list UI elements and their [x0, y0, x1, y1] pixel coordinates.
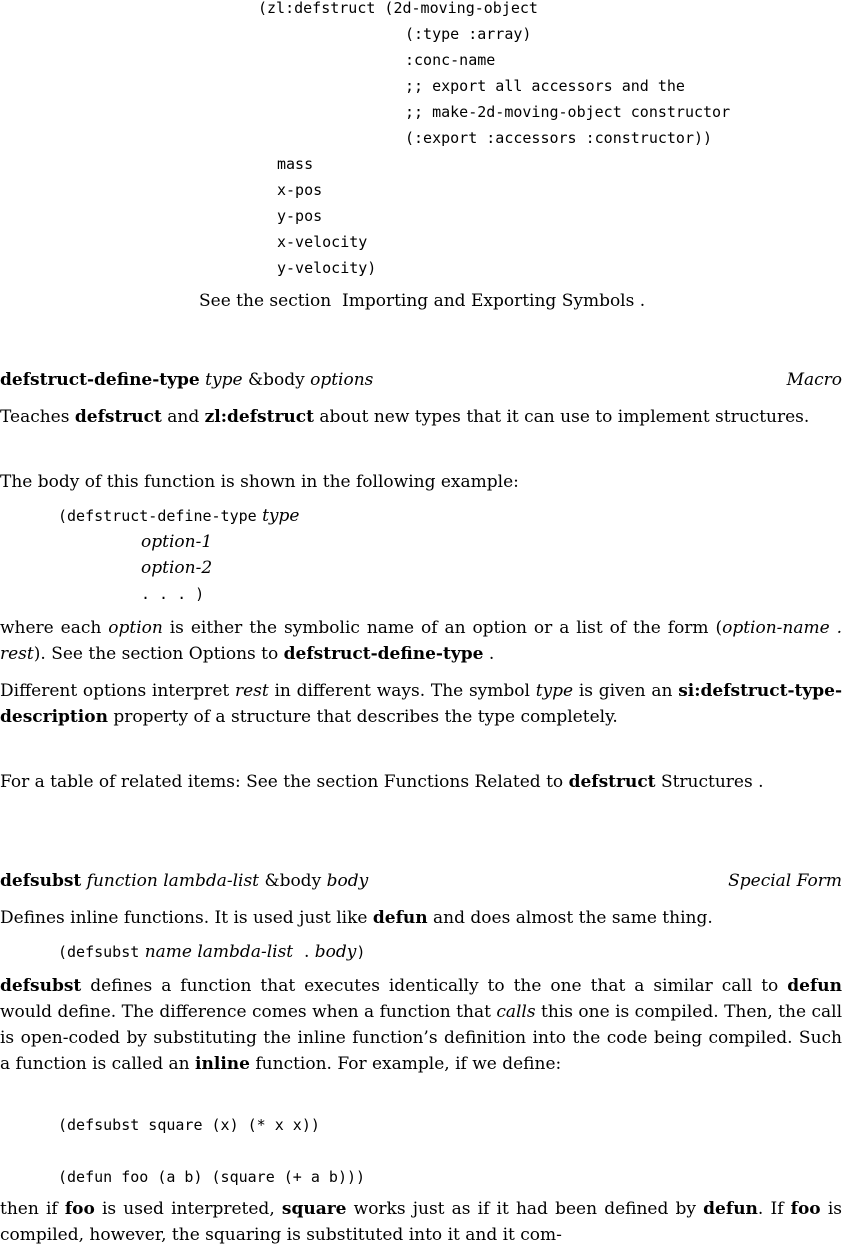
code-line: ;; make-2d-moving-object constructor [405, 103, 731, 121]
paragraph: then if foo is used interpreted, square works just as if it had been defined by defun. If foo is compiled, however, the squaring is substituted into it and it com- [0, 1199, 842, 1245]
paragraph: defsubst defines a function that executes identically to the one that a similar call to defun would define. The difference comes when a function that calls this one is compiled. Then, the call is open-coded by substituting the inline function’s definition into the code being compiled. Such a function is called an inline function. For example, if we define: [0, 976, 842, 1074]
code-slot: y-velocity) [277, 259, 377, 277]
code-line: option-1 [141, 532, 213, 552]
paragraph: Different options interpret rest in different ways. The symbol type is given an si:defstruct-type-description property of a structure that describes the type completely. [0, 681, 842, 727]
code-line: ;; export all accessors and the [405, 77, 685, 95]
entry-name: defstruct-define-type [0, 370, 200, 390]
code-slot: mass [277, 155, 314, 173]
arg: function [86, 871, 158, 891]
entry-name: defsubst [0, 871, 82, 891]
code-line: (defun foo (a b) (square (+ a b))) [58, 1168, 366, 1186]
entry-heading [0, 367, 842, 393]
section-link[interactable]: Options to defstruct-define-type [188, 644, 484, 664]
note-text: See the section [199, 291, 332, 311]
keyword: &body [264, 871, 322, 891]
code-slot: x-pos [277, 181, 323, 199]
code-line: (defstruct-define-type type [58, 506, 300, 526]
arg: type [205, 370, 243, 390]
code-line: (:export :accessors :constructor)) [405, 129, 713, 147]
paragraph: Defines inline functions. It is used just like defun and does almost the same thing. [0, 908, 713, 928]
section-link[interactable]: Functions Related to defstruct Structures . [383, 772, 764, 792]
see-import-note: See the section Importing and Exporting Symbols . [199, 291, 646, 311]
paragraph: Teaches defstruct and zl:defstruct about new types that it can use to implement structures. [0, 407, 810, 427]
arg: body [326, 871, 369, 891]
code-line: :conc-name [405, 51, 496, 69]
code-line: . . . ) [141, 585, 205, 603]
entry-category: Macro [786, 370, 842, 390]
code-line: option-2 [141, 558, 213, 578]
entry-heading [0, 868, 842, 894]
paragraph: The body of this function is shown in the following example: [0, 472, 519, 492]
code-line: (zl:defstruct (2d-moving-object [258, 0, 538, 17]
code-line: (defsubst square (x) (* x x)) [58, 1116, 320, 1134]
arg: options [310, 370, 374, 390]
code-line: (defsubst name lambda-list . body) [58, 942, 366, 962]
code-slot: x-velocity [277, 233, 368, 251]
keyword: &body [247, 370, 305, 390]
entry-category: Special Form [728, 871, 842, 891]
paragraph: For a table of related items: See the section Functions Related to defstruct Structures . [0, 772, 764, 792]
code-slot: y-pos [277, 207, 323, 225]
arg: lambda-list [163, 871, 260, 891]
section-link[interactable]: Importing and Exporting Symbols [342, 291, 635, 311]
paragraph: where each option is either the symbolic name of an option or a list of the form (option-name . rest). See the section Options to defstruct-define-type . [0, 618, 842, 664]
code-line: (:type :array) [405, 25, 532, 43]
